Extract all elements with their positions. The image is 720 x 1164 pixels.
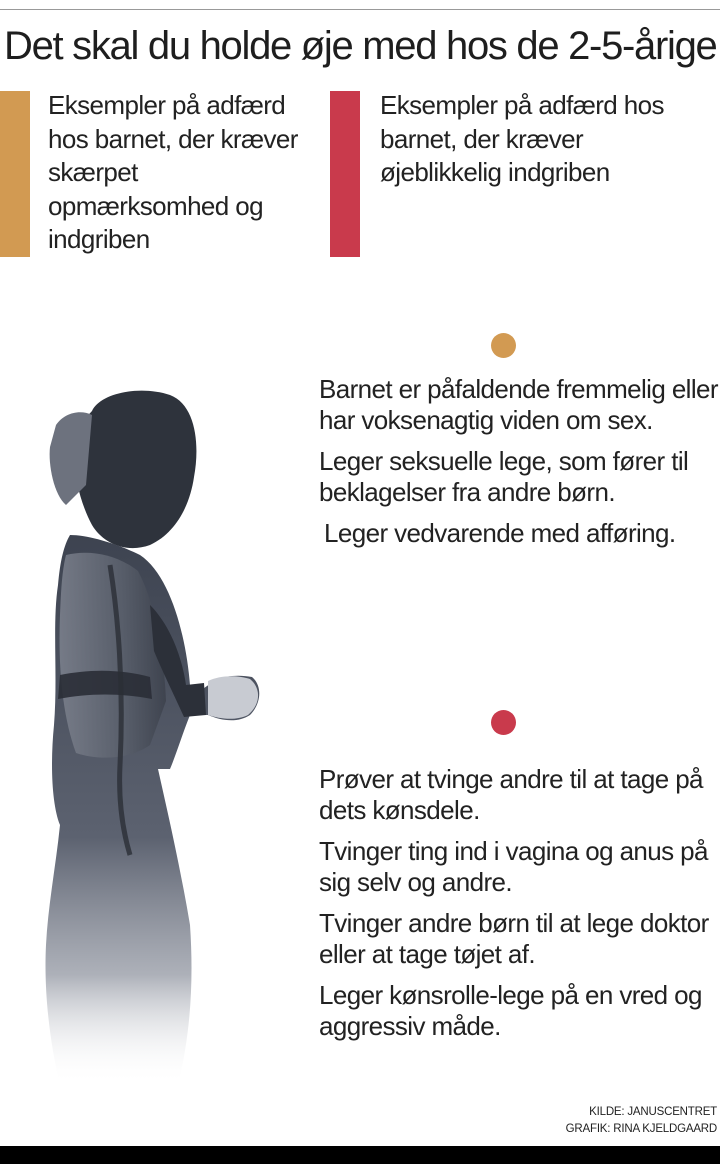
child-silhouette <box>0 385 300 1085</box>
orange-behavior-list <box>319 374 719 559</box>
red-legend-text: Eksempler på adfærd hos barnet, der kræver øjeblikkelig indgriben <box>380 90 664 187</box>
red-legend-bar <box>330 91 360 257</box>
orange-item: Barnet er påfaldende fremmelig eller har voksenagtig viden om sex. <box>319 374 718 435</box>
orange-item: Leger vedvarende med afføring. <box>324 518 676 548</box>
credits <box>566 1104 717 1138</box>
graphic-credit: GRAFIK: RINA KJELDGAARD <box>565 1123 717 1135</box>
red-item: Tvinger ting ind i vagina og anus på sig selv og andre. <box>319 836 708 897</box>
orange-legend-text: Eksempler på adfærd hos barnet, der kræver skærpet opmærksomhed og indgriben <box>48 90 298 254</box>
red-behavior-list <box>319 764 719 1052</box>
top-rule <box>0 9 720 10</box>
orange-legend-bar <box>0 91 30 257</box>
red-item: Leger kønsrolle-lege på en vred og aggressiv måde. <box>319 980 702 1041</box>
bottom-bar <box>0 1146 720 1164</box>
page-title: Det skal du holde øje med hos de 2-5-årige <box>4 24 717 68</box>
red-item: Tvinger andre børn til at lege doktor eller at tage tøjet af. <box>319 908 709 969</box>
red-item: Prøver at tvinge andre til at tage på dets kønsdele. <box>319 764 703 825</box>
source-credit: KILDE: JANUSCENTRET <box>589 1106 717 1118</box>
orange-item: Leger seksuelle lege, som fører til beklagelser fra andre børn. <box>319 446 689 507</box>
red-dot-icon <box>491 710 516 735</box>
orange-dot-icon <box>491 333 516 358</box>
